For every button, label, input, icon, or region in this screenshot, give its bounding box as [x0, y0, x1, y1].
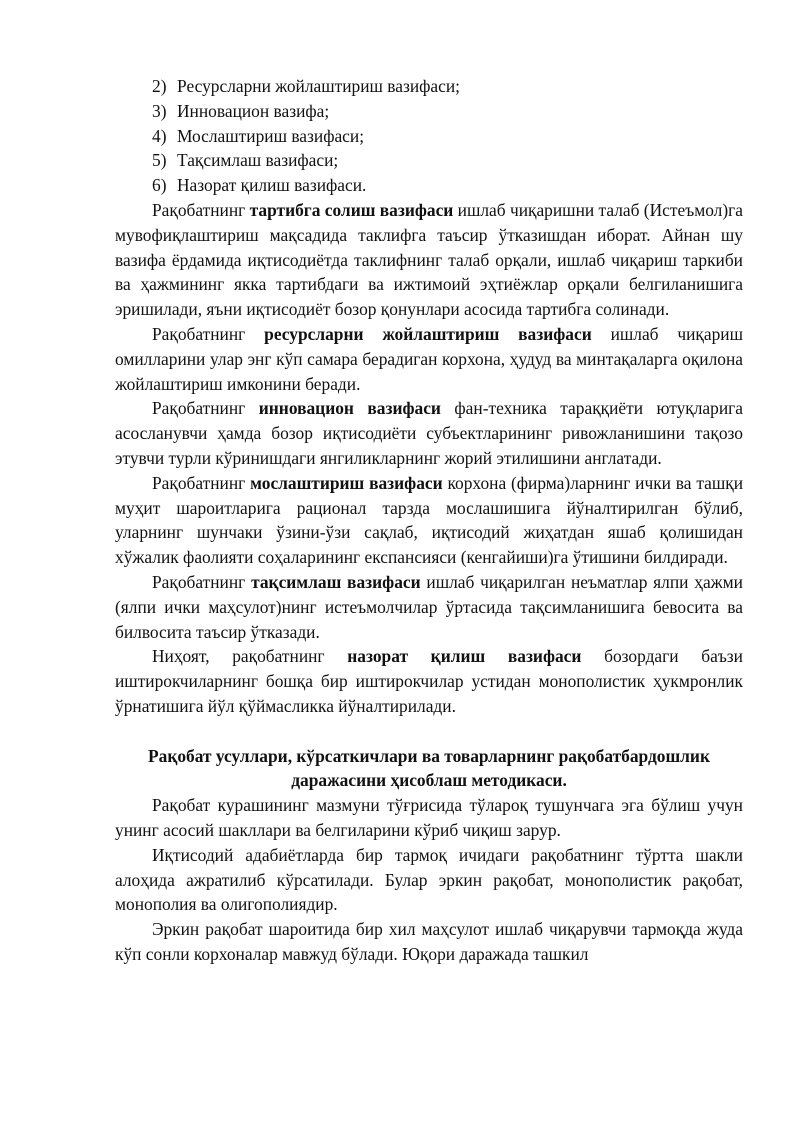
paragraph-body: корхона (фирма)ларнинг ички ва ташқи муҳит шароитларига рационал тарзда мослашишига йўналтирилган бўлиб, уларнинг шунчаки ўзини-ўзи сақлаб, иқтисодий жиҳатдан яшаб қолишидан хўжалик фаолияти соҳаларининг експансияси (кенгайиши)га ўтишини билдиради. — [115, 472, 744, 568]
paragraph-body: бозордаги баъзи иштирокчиларнинг бошқа бир иштирокчилар устидан монополистик ҳукмронлик ўрнатишига йўл қўймасликка йўналтирилади. — [115, 646, 743, 716]
paragraph: Иқтисодий адабиётларда бир тармоқ ичидаги рақобатнинг тўртта шакли алоҳида ажратилиб кўрсатилади. Булар эркин рақобат, монополистик рақобат, монополия ва олигополиядир. — [115, 844, 743, 915]
paragraph-term: назорат қилиш вазифаси — [347, 646, 582, 667]
paragraph-lead: Рақобатнинг — [152, 472, 251, 493]
paragraph-lead: Рақобатнинг — [152, 199, 250, 220]
section-heading-line: Рақобат усуллари, кўрсаткичлари ва товарларнинг рақобатбардошлик — [148, 745, 710, 766]
list-item-text: Тақсимлаш вазифаси; — [177, 150, 339, 171]
paragraph-body: ишлаб чиқарилган неъматлар ялпи ҳажми (ялпи ички маҳсулот)нинг истеъмолчилар ўртасида тақсимланишига бевосита ва билвосита таъсир ўтказади. — [115, 571, 743, 642]
paragraph-body: фан-техника тараққиёти ютуқларига асосланувчи ҳамда бозор иқтисодиёти субъектларининг ривожланишини тақозо этувчи турли кўринишдаги янгиликларнинг жорий этилишини англатади. — [115, 398, 744, 468]
paragraph-innovation-function — [115, 396, 743, 470]
paragraph-term: тақсимлаш вазифаси — [251, 571, 421, 592]
list-item-text: Ресурсларни жойлаштириш вазифаси; — [177, 76, 460, 96]
section-spacer — [115, 719, 743, 744]
list-item — [115, 99, 743, 124]
paragraph-lead: Рақобатнинг — [152, 323, 265, 344]
paragraph-term: тартибга солиш вазифаси — [249, 199, 454, 220]
paragraph-distribution-function — [115, 570, 743, 644]
list-item-number: 5) — [152, 150, 167, 171]
list-item — [115, 124, 743, 149]
functions-list — [115, 74, 743, 198]
list-item-text: Инновацион вазифа; — [177, 100, 330, 121]
paragraph-resource-allocation-function — [115, 322, 743, 396]
paragraph-term: инновацион вазифаси — [258, 398, 441, 419]
list-item-number: 4) — [152, 125, 167, 146]
list-item — [115, 148, 743, 173]
list-item-number: 2) — [152, 76, 167, 96]
list-item — [115, 74, 743, 99]
paragraph: Рақобат курашининг мазмуни тўғрисида тўлароқ тушунчага эга бўлиш учун унинг асосий шакллари ва белгиларини кўриб чиқиш зарур. — [115, 795, 743, 840]
paragraph-lead: Рақобатнинг — [152, 571, 252, 592]
list-item-number: 6) — [152, 175, 167, 196]
paragraph-lead: Ниҳоят, рақобатнинг — [152, 646, 348, 667]
paragraph-term: мослаштириш вазифаси — [250, 472, 443, 493]
paragraph-adaptation-function — [115, 471, 743, 570]
paragraph-term: ресурсларни жойлаштириш вазифаси — [264, 323, 592, 344]
paragraph: Эркин рақобат шароитида бир хил маҳсулот ишлаб чиқарувчи тармоқда жуда кўп сонли корхоналар мавжуд бўлади. Юқори даражада ташкил — [115, 919, 743, 964]
list-item-number: 3) — [152, 100, 167, 121]
section-heading — [115, 744, 743, 794]
document-page — [115, 74, 743, 967]
list-item — [115, 173, 743, 198]
paragraph-lead: Рақобатнинг — [152, 398, 259, 419]
paragraph-body: ишлаб чиқариш омилларини улар энг кўп самара берадиган корхона, ҳудуд ва минтақаларга оқилона жойлаштириш имконини беради. — [115, 323, 743, 394]
paragraph-regulating-function — [115, 198, 743, 322]
section-heading-line: даражасини ҳисоблаш методикаси. — [291, 770, 567, 791]
list-item-text: Назорат қилиш вазифаси. — [177, 175, 367, 196]
list-item-text: Мослаштириш вазифаси; — [177, 125, 365, 146]
paragraph-body: ишлаб чиқаришни талаб (Истеъмол)га мувофиқлаштириш мақсадида таклифга таъсир ўтказишдан иборат. Айнан шу вазифа ёрдамида иқтисодиётда таклифнинг талаб орқали, ишлаб чиқариш таркиби ва ҳажмининг якка тартибдаги ва ижтимоий эҳтиёжлар орқали белгиланишига эришилади, яъни иқтисодиёт бозор қонунлари асосида тартибга солинади. — [115, 199, 743, 320]
paragraph-control-function — [115, 644, 743, 718]
